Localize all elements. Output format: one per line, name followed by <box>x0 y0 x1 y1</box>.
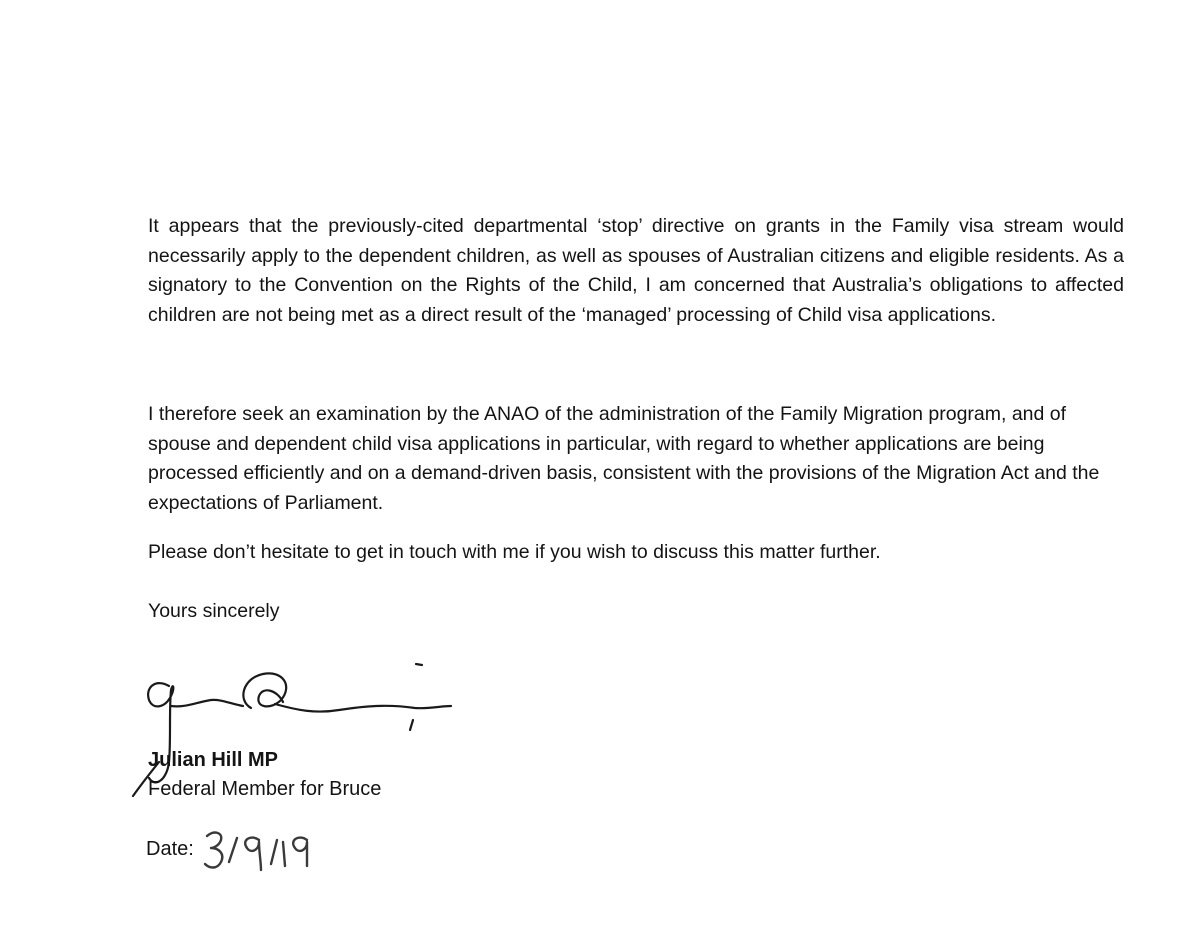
date-label: Date: <box>146 838 194 860</box>
body-paragraph-examination-request: I therefore seek an examination by the ANAO of the administration of the Family Migration program, and of spouse and dependent child visa applications in particular, with regard to whether applications are being processed efficiently and on a demand-driven basis, consistent with the provisions of the Migration Act and the expectations of Parliament. <box>148 403 1100 514</box>
closing-salutation: Yours sincerely <box>148 600 280 622</box>
body-paragraph-anao-stop-directive: It appears that the previously-cited departmental ‘stop’ directive on grants in the Family visa stream would necessarily apply to the dependent children, as well as spouses of Australian citizens and eligible residents. As a signatory to the Convention on the Rights of the Child, I am concerned that Australia’s obligations to affected children are not being met as a direct result of the ‘managed’ processing of Child visa applications. <box>148 215 1124 326</box>
signer-name: Julian Hill MP <box>148 749 279 771</box>
handwritten-date <box>201 826 321 874</box>
signer-title: Federal Member for Bruce <box>148 778 382 800</box>
body-paragraph-contact: Please don’t hesitate to get in touch with me if you wish to discuss this matter further. <box>148 541 881 563</box>
